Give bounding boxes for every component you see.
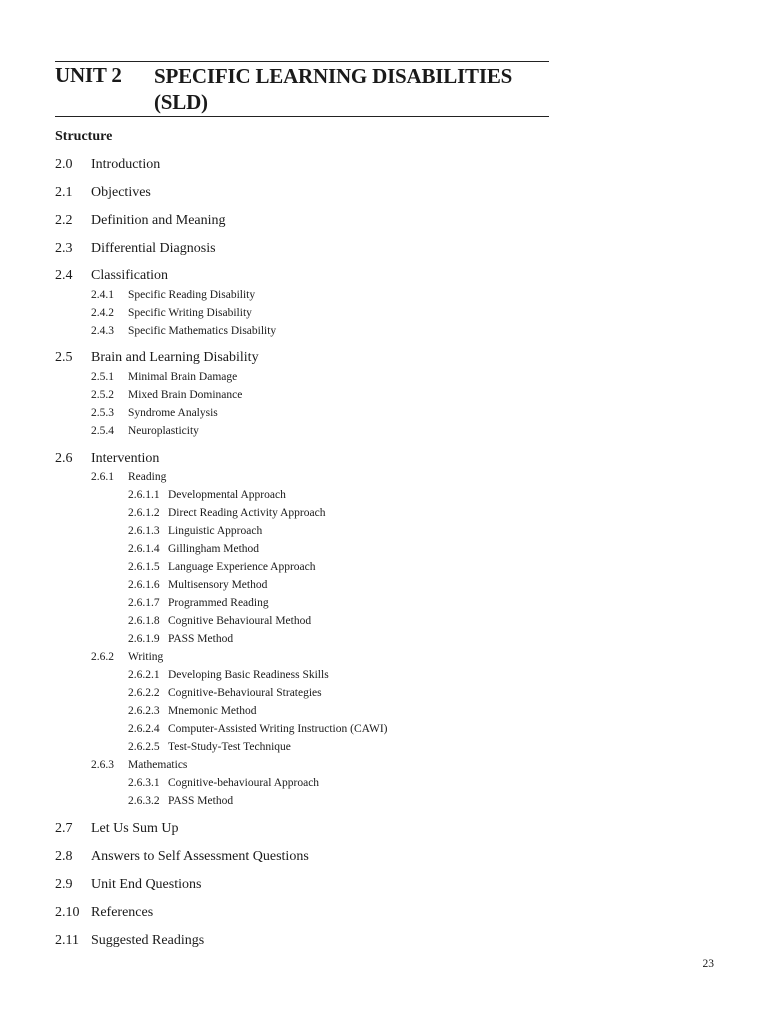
toc-number: 2.5 <box>55 350 73 365</box>
toc-number: 2.4.2 <box>91 307 114 319</box>
toc-number: 2.6.3.1 <box>128 777 160 789</box>
toc-number: 2.6.1.7 <box>128 597 160 609</box>
toc-title: Let Us Sum Up <box>91 821 179 836</box>
toc-title: Mnemonic Method <box>168 705 257 717</box>
toc-number: 2.9 <box>55 877 73 892</box>
toc-title: Introduction <box>91 157 161 172</box>
toc-number: 2.6 <box>55 451 73 466</box>
toc-number: 2.2 <box>55 213 73 228</box>
toc-number: 2.0 <box>55 157 73 172</box>
toc-number: 2.11 <box>55 933 79 948</box>
toc-number: 2.6.1.1 <box>128 489 160 501</box>
structure-heading: Structure <box>55 129 113 144</box>
toc-title: Developing Basic Readiness Skills <box>168 669 329 681</box>
toc-number: 2.5.2 <box>91 389 114 401</box>
toc-title: References <box>91 905 154 920</box>
toc-number: 2.4.1 <box>91 289 114 301</box>
toc-title: Linguistic Approach <box>168 525 263 537</box>
toc-title: Multisensory Method <box>168 579 268 591</box>
toc-title: Intervention <box>91 451 160 466</box>
toc-title: Mixed Brain Dominance <box>128 389 243 401</box>
toc-title: Cognitive Behavioural Method <box>168 615 312 627</box>
toc-number: 2.6.2.2 <box>128 687 160 699</box>
toc-title: PASS Method <box>168 795 234 807</box>
toc-number: 2.6.2.3 <box>128 705 160 717</box>
toc-title: Language Experience Approach <box>168 561 316 573</box>
toc-number: 2.6.3.2 <box>128 795 160 807</box>
toc-title: Classification <box>91 268 168 283</box>
toc-title: Neuroplasticity <box>128 425 199 437</box>
header-bottom-rule <box>55 116 549 117</box>
toc-number: 2.6.1.8 <box>128 615 160 627</box>
toc-title: Test-Study-Test Technique <box>168 741 291 753</box>
toc-title: Programmed Reading <box>168 597 269 609</box>
toc-title: Developmental Approach <box>168 489 286 501</box>
toc-title: Gillingham Method <box>168 543 260 555</box>
toc-title: Answers to Self Assessment Questions <box>91 849 309 864</box>
toc-number: 2.6.2.1 <box>128 669 160 681</box>
toc-title: Computer-Assisted Writing Instruction (CAWI) <box>168 723 388 735</box>
toc-number: 2.10 <box>55 905 80 920</box>
toc-title: Suggested Readings <box>91 933 205 948</box>
unit-number: UNIT 2 <box>55 63 122 87</box>
toc-number: 2.3 <box>55 241 73 256</box>
toc-title: Direct Reading Activity Approach <box>168 507 326 519</box>
toc-title: Syndrome Analysis <box>128 407 218 419</box>
toc-title: Brain and Learning Disability <box>91 350 259 365</box>
toc-title: Reading <box>128 471 167 483</box>
toc-number: 2.8 <box>55 849 73 864</box>
toc-number: 2.5.3 <box>91 407 114 419</box>
toc-title: Specific Reading Disability <box>128 289 256 301</box>
toc-title: Cognitive-Behavioural Strategies <box>168 687 322 699</box>
toc-number: 2.5.4 <box>91 425 114 437</box>
toc-title: Definition and Meaning <box>91 213 226 228</box>
toc-number: 2.6.1 <box>91 471 114 483</box>
unit-title: SPECIFIC LEARNING DISABILITIES (SLD) <box>154 64 513 114</box>
toc-number: 2.6.1.2 <box>128 507 160 519</box>
toc-number: 2.5.1 <box>91 371 114 383</box>
toc-title: Specific Writing Disability <box>128 307 252 319</box>
toc-title: Mathematics <box>128 759 188 771</box>
toc-number: 2.6.1.6 <box>128 579 160 591</box>
toc-number: 2.6.1.5 <box>128 561 160 573</box>
toc-title: Cognitive-behavioural Approach <box>168 777 320 789</box>
toc-number: 2.6.3 <box>91 759 114 771</box>
toc-number: 2.4 <box>55 268 73 283</box>
toc-title: Objectives <box>91 185 151 200</box>
toc-number: 2.6.2 <box>91 651 114 663</box>
toc-number: 2.4.3 <box>91 325 114 337</box>
page-number: 23 <box>702 958 714 970</box>
toc-title: Minimal Brain Damage <box>128 371 238 383</box>
toc-number: 2.6.1.9 <box>128 633 160 645</box>
toc-title: Differential Diagnosis <box>91 241 216 256</box>
toc-number: 2.1 <box>55 185 73 200</box>
toc-title: Specific Mathematics Disability <box>128 325 277 337</box>
toc-number: 2.6.1.4 <box>128 543 160 555</box>
toc-number: 2.6.1.3 <box>128 525 160 537</box>
toc-number: 2.6.2.4 <box>128 723 160 735</box>
toc-number: 2.6.2.5 <box>128 741 160 753</box>
toc-title: Writing <box>128 651 164 663</box>
toc-title: PASS Method <box>168 633 234 645</box>
header-top-rule <box>55 61 549 62</box>
toc-number: 2.7 <box>55 821 73 836</box>
toc-title: Unit End Questions <box>91 877 202 892</box>
